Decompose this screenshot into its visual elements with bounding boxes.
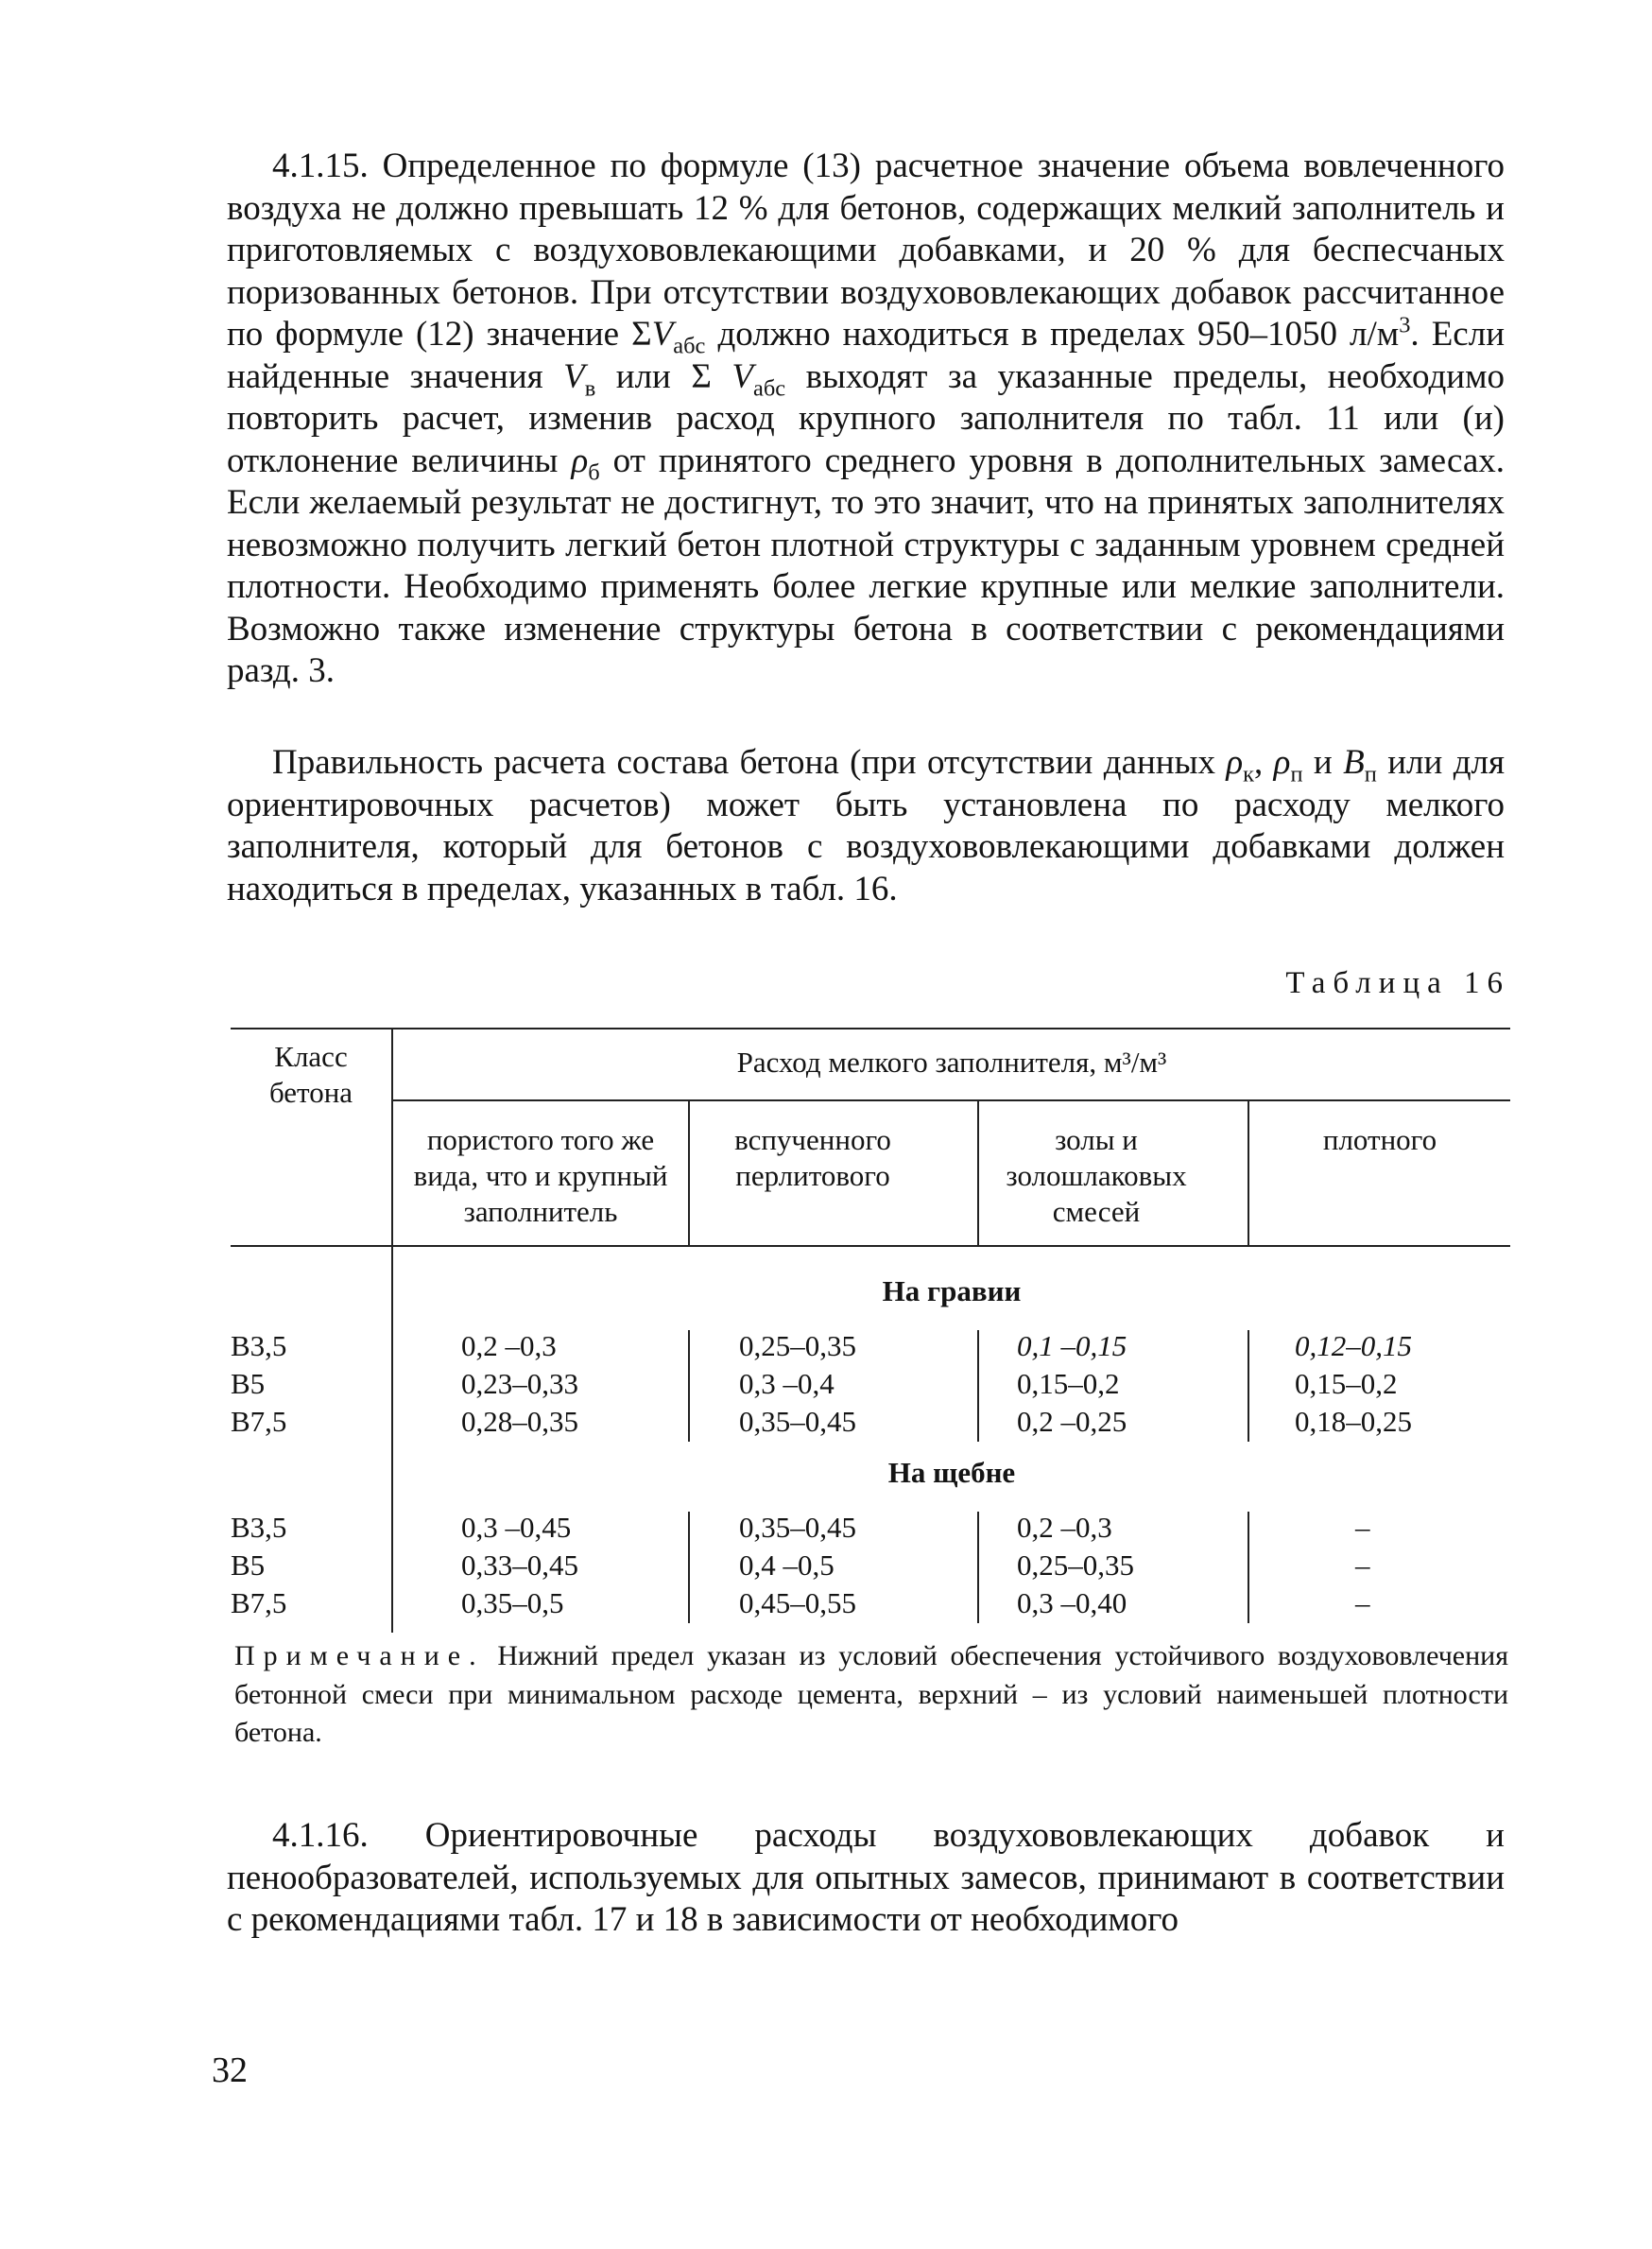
table-16: [231, 1028, 1510, 1633]
value-divider: [977, 1512, 979, 1623]
value-divider: [1248, 1330, 1249, 1442]
table-cell: 0,18–0,25: [1295, 1405, 1412, 1438]
page-number: 32: [212, 2050, 248, 2090]
note-text: Нижний предел указан из условий обеспечения устойчивого воздухововлечения бетонной смеси при минимальном расходе цемента, верхний – из условий наименьшей плотности бетона.: [234, 1640, 1508, 1748]
table-cell: 0,23–0,33: [461, 1367, 578, 1400]
paragraph-4-1-16: [227, 1815, 1505, 1942]
row-class: В7,5: [231, 1586, 287, 1619]
row-class: В3,5: [231, 1511, 287, 1544]
table-cell: 0,3 –0,40: [1017, 1586, 1127, 1619]
table-cell: 0,35–0,45: [739, 1511, 856, 1544]
paragraph-text: 4.1.15. Определенное по формуле (13) расчетное значение объема вовлеченного воздуха не должно превышать 12 % для бетонов, содержащих мелкий заполнитель и приготовляемых с воздухововлекающими добавками, и 20 % для беспесчаных поризованных бетонов. При отсутствии воздухововлекающих добавок рассчитанное по формуле (12) значение $\Sigma V_{абс}$ должно находиться в пределах 950–1050 $л/м^3$. Если найденные значения $V_в$ или Σ $V_{абс}$ выходят за указанные пределы, необходимо повторить расчет, изменив расход крупного заполнителя по табл. 11 или (и) отклонение величины $\rho_б$ от принятого среднего уровня в дополнительных замесах. Если желаемый результат не достигнут, то это значит, что на принятых заполнителях невозможно получить легкий бетон плотной структуры с заданным уровнем средней плотности. Необходимо применять более легкие крупные или мелкие заполнители. Возможно также изменение структуры бетона в соответствии с рекомендациями разд. 3.: [227, 147, 1505, 690]
header-bottom-rule: [231, 1245, 1510, 1247]
table-cell: –: [1355, 1511, 1370, 1544]
table-cell: 0,35–0,45: [739, 1405, 856, 1438]
table-cell: 0,3 –0,45: [461, 1511, 572, 1544]
table-cell: 0,15–0,2: [1295, 1367, 1398, 1400]
group-header: Расход мелкого заполнителя, м³/м³: [736, 1046, 1167, 1079]
column-header-porous: пористого того же вида, что и крупный заполнитель: [413, 1123, 668, 1228]
table-cell: 0,45–0,55: [739, 1586, 856, 1619]
table-cell: 0,15–0,2: [1017, 1367, 1120, 1400]
table-cell: 0,35–0,5: [461, 1586, 564, 1619]
row-class: В7,5: [231, 1405, 287, 1438]
class-column-divider: [391, 1028, 393, 1633]
column-header-dense: плотного: [1322, 1123, 1437, 1156]
group-header-rule: [393, 1099, 1510, 1101]
table-note: [234, 1637, 1508, 1753]
table-cell: 0,28–0,35: [461, 1405, 578, 1438]
table-cell: –: [1355, 1548, 1370, 1582]
column-header-ash: золы и золошлаковых смесей: [1006, 1123, 1187, 1228]
table-cell: 0,4 –0,5: [739, 1548, 835, 1582]
note-lead: Примечание.: [234, 1640, 485, 1671]
value-divider: [688, 1512, 690, 1623]
table-cell: 0,3 –0,4: [739, 1367, 835, 1400]
value-divider: [977, 1330, 979, 1442]
table-cell: 0,25–0,35: [1017, 1548, 1134, 1582]
value-divider: [1248, 1512, 1249, 1623]
table-cell: 0,33–0,45: [461, 1548, 578, 1582]
table-cell: 0,25–0,35: [739, 1329, 856, 1362]
table-cell: 0,12–0,15: [1295, 1329, 1412, 1362]
row-class: В5: [231, 1548, 266, 1582]
table-caption: Таблица 16: [1285, 966, 1510, 1000]
table-cell: 0,1 –0,15: [1017, 1329, 1127, 1362]
section-title-gravel: На гравии: [882, 1274, 1022, 1307]
section-title-crushed-stone: На щебне: [887, 1456, 1016, 1489]
row-class: В3,5: [231, 1329, 287, 1362]
table-top-rule: [231, 1028, 1510, 1029]
paragraph-calc-check: [227, 742, 1505, 910]
paragraph-4-1-15: [227, 146, 1505, 693]
table-cell: 0,2 –0,3: [1017, 1511, 1112, 1544]
paragraph-text: 4.1.16. Ориентировочные расходы воздухововлекающих добавок и пенообразователей, используемых для опытных замесов, принимают в соответствии с рекомендациями табл. 17 и 18 в зависимости от необходимого: [227, 1816, 1505, 1939]
row-class: В5: [231, 1367, 266, 1400]
table-cell: 0,2 –0,3: [461, 1329, 557, 1362]
value-divider: [688, 1330, 690, 1442]
paragraph-text: Правильность расчета состава бетона (при отсутствии данных $\rho_к$, $\rho_п$ и $B_п$ или для ориентировочных расчетов) может быть установлена по расходу мелкого заполнителя, который для бетонов с воздухововлекающими добавками должен находиться в пределах, указанных в табл. 16.: [227, 743, 1506, 908]
table-cell: –: [1355, 1586, 1370, 1619]
class-header: Класс бетона: [268, 1040, 353, 1109]
column-header-perlite: вспученного перлитового: [734, 1123, 891, 1192]
header-divider: [977, 1101, 979, 1245]
header-divider: [688, 1101, 690, 1245]
table-cell: 0,2 –0,25: [1017, 1405, 1127, 1438]
